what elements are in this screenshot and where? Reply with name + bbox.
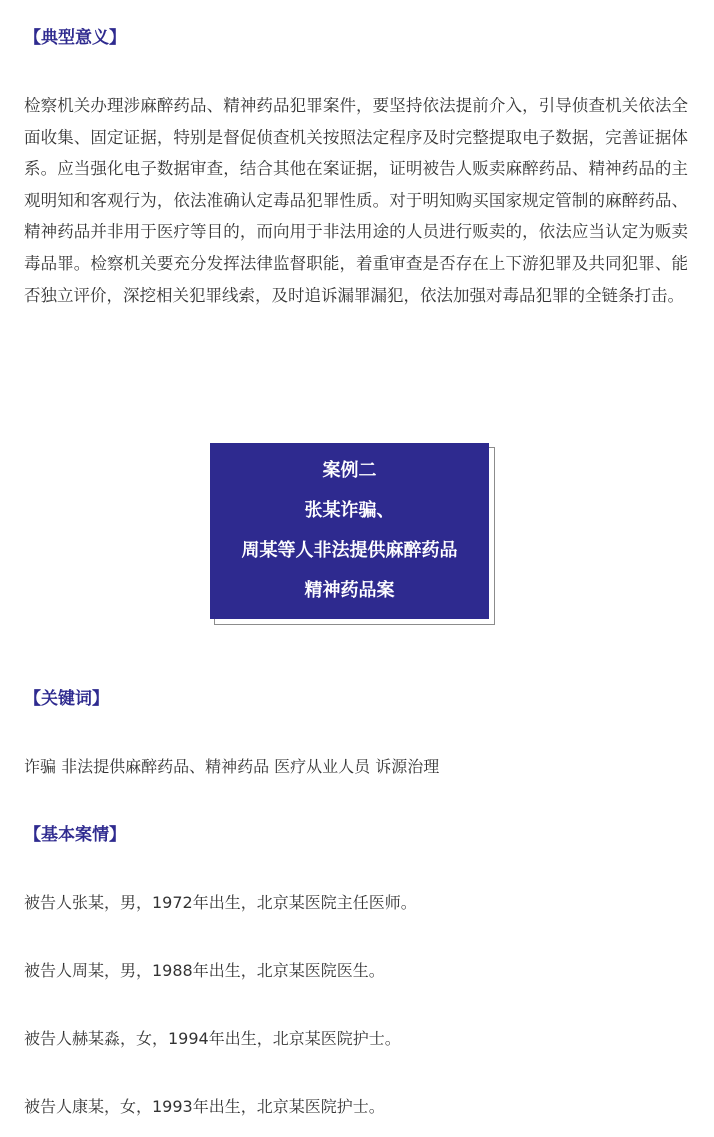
significance-paragraph: 检察机关办理涉麻醉药品、精神药品犯罪案件，要坚持依法提前介入，引导侦查机关依法全面收集、固定证据，特别是督促侦查机关按照法定程序及时完整提取电子数据，完善证据体系。应当强化电子数据审查，结合其他在案证据，证明被告人贩卖麻醉药品、精神药品的主观明知和客观行为，依法准确认定毒品犯罪性质。对于明知购买国家规定管制的麻醉药品、精神药品并非用于医疗等目的，而向用于非法用途的人员进行贩卖的，依法应当认定为贩卖毒品罪。检察机关要充分发挥法律监督职能，着重审查是否存在上下游犯罪及共同犯罪、能否独立评价，深挖相关犯罪线索，及时追诉漏罪漏犯，依法加强对毒品犯罪的全链条打击。 <box>24 96 688 305</box>
keywords-heading: 【关键词】 <box>24 689 109 709</box>
case-title-line-2: 张某诈骗、 <box>304 500 395 521</box>
defendant-line: 被告人赫某淼，女，1994年出生，北京某医院护士。 <box>24 1029 401 1048</box>
case-title-box <box>210 443 489 619</box>
case-title-line-4: 精神药品案 <box>304 580 395 601</box>
case-title-line-3: 周某等人非法提供麻醉药品 <box>241 540 458 561</box>
defendant-line: 被告人张某，男，1972年出生，北京某医院主任医师。 <box>24 893 417 912</box>
significance-heading: 【典型意义】 <box>24 28 126 48</box>
basic-facts-heading: 【基本案情】 <box>24 825 126 845</box>
defendant-line: 被告人周某，男，1988年出生，北京某医院医生。 <box>24 961 385 980</box>
defendant-line: 被告人康某，女，1993年出生，北京某医院护士。 <box>24 1097 385 1116</box>
case-title-line-1: 案例二 <box>322 460 377 481</box>
keywords-text: 诈骗 非法提供麻醉药品、精神药品 医疗从业人员 诉源治理 <box>24 757 440 776</box>
